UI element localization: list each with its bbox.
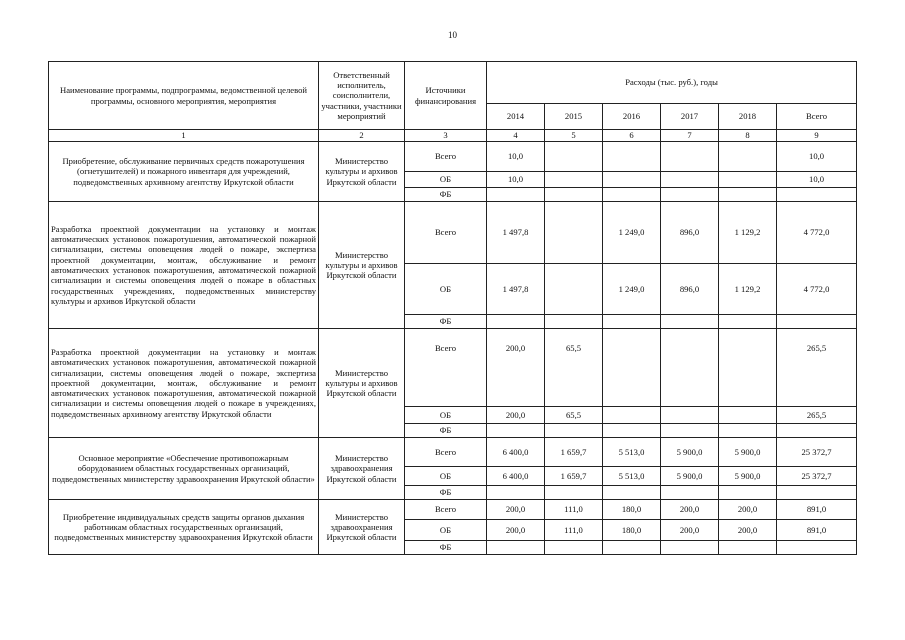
column-number: 8 [719,130,777,142]
value-cell [545,142,603,172]
value-cell [661,329,719,407]
value-cell [487,486,545,500]
value-cell: 1 497,8 [487,264,545,315]
funding-source: ФБ [405,486,487,500]
value-cell: 891,0 [777,500,857,520]
table-row [49,202,857,264]
value-cell: 200,0 [661,520,719,541]
value-cell [719,424,777,438]
header-name: Наименование программы, подпрограммы, ведомственной целевой программы, основного мероприятия, мероприятия [49,62,319,130]
value-cell [719,315,777,329]
value-cell [603,486,661,500]
value-cell [603,424,661,438]
value-cell: 200,0 [487,407,545,424]
value-cell: 265,5 [777,329,857,407]
measure-name: Разработка проектной документации на установку и монтаж автоматических установок пожаротушения, автоматической пожарной сигнализации, системы оповещения людей о пожаре, экспертиза проектной документации, монтаж, обслуживание и ремонт автоматических установок пожаротушения, автоматической пожарной сигнализации и системы оповещения людей о пожаре в учреждениях, подведомственных архивному агентству Иркутской области [49,329,319,438]
value-cell [545,264,603,315]
funding-source: ФБ [405,541,487,555]
value-cell: 10,0 [487,142,545,172]
table-row [49,500,857,520]
value-cell: 25 372,7 [777,467,857,486]
responsible-executor: Министерство культуры и архивов Иркутской области [319,142,405,202]
value-cell: 1 249,0 [603,202,661,264]
value-cell: 180,0 [603,500,661,520]
value-cell [719,407,777,424]
header-sources: Источники финансирования [405,62,487,130]
value-cell [603,142,661,172]
value-cell: 6 400,0 [487,438,545,467]
value-cell: 200,0 [719,500,777,520]
responsible-executor: Министерство культуры и архивов Иркутской области [319,202,405,329]
value-cell: 896,0 [661,202,719,264]
funding-source: Всего [405,202,487,264]
value-cell: 5 900,0 [661,438,719,467]
value-cell: 5 513,0 [603,438,661,467]
value-cell: 5 513,0 [603,467,661,486]
value-cell [545,424,603,438]
value-cell [603,541,661,555]
value-cell [777,541,857,555]
funding-source: ФБ [405,188,487,202]
measure-name: Приобретение индивидуальных средств защиты органов дыхания работникам областных государственных организаций, подведомственных министерству здравоохранения Иркутской области [49,500,319,555]
value-cell [661,188,719,202]
value-cell: 5 900,0 [661,467,719,486]
value-cell [661,486,719,500]
value-cell: 1 129,2 [719,202,777,264]
value-cell: 1 497,8 [487,202,545,264]
value-cell [777,315,857,329]
column-number: 5 [545,130,603,142]
value-cell: 1 129,2 [719,264,777,315]
value-cell [719,329,777,407]
value-cell [545,172,603,188]
value-cell [719,188,777,202]
value-cell [487,188,545,202]
value-cell [777,188,857,202]
value-cell: 25 372,7 [777,438,857,467]
measure-name: Разработка проектной документации на установку и монтаж автоматических установок пожаротушения, автоматической пожарной сигнализации, системы оповещения людей о пожаре, экспертиза проектной документации, монтаж, обслуживание и ремонт автоматических установок пожаротушения, автоматической пожарной сигнализации и системы оповещения людей о пожаре в областных государственных учреждениях, подведомственных министерству культуры и архивов Иркутской области [49,202,319,329]
value-cell [545,315,603,329]
value-cell [603,172,661,188]
funding-source: ОБ [405,407,487,424]
value-cell [777,486,857,500]
value-cell: 6 400,0 [487,467,545,486]
value-cell: 4 772,0 [777,264,857,315]
funding-source: ФБ [405,424,487,438]
funding-source: Всего [405,142,487,172]
value-cell: 10,0 [487,172,545,188]
funding-source: ФБ [405,315,487,329]
value-cell [719,142,777,172]
value-cell: 200,0 [661,500,719,520]
value-cell: 200,0 [719,520,777,541]
funding-source: Всего [405,500,487,520]
funding-source: Всего [405,438,487,467]
measure-name: Приобретение, обслуживание первичных средств пожаротушения (огнетушителей) и пожарного инвентаря для учреждений, подведомственных архивному агентству Иркутской области [49,142,319,202]
value-cell [719,486,777,500]
value-cell [603,188,661,202]
table-row [49,329,857,407]
value-cell: 1 659,7 [545,438,603,467]
page-number: 10 [448,30,457,40]
value-cell [719,172,777,188]
value-cell [545,188,603,202]
value-cell [487,424,545,438]
value-cell [545,202,603,264]
header-year: 2014 [487,104,545,130]
value-cell: 5 900,0 [719,467,777,486]
value-cell [777,424,857,438]
value-cell: 65,5 [545,407,603,424]
value-cell: 10,0 [777,172,857,188]
column-number: 7 [661,130,719,142]
header-year: 2016 [603,104,661,130]
value-cell [661,424,719,438]
value-cell: 4 772,0 [777,202,857,264]
value-cell: 200,0 [487,520,545,541]
value-cell [487,541,545,555]
value-cell: 10,0 [777,142,857,172]
value-cell [661,407,719,424]
value-cell: 265,5 [777,407,857,424]
value-cell [661,541,719,555]
column-number: 9 [777,130,857,142]
column-number: 1 [49,130,319,142]
funding-source: Всего [405,329,487,407]
value-cell: 200,0 [487,500,545,520]
column-number: 2 [319,130,405,142]
responsible-executor: Министерство культуры и архивов Иркутской области [319,329,405,438]
measure-name: Основное мероприятие «Обеспечение противопожарным оборудованием областных государственных организаций, подведомственных министерству здравоохранения Иркутской области» [49,438,319,500]
header-year: 2015 [545,104,603,130]
value-cell [661,142,719,172]
column-number: 3 [405,130,487,142]
value-cell: 5 900,0 [719,438,777,467]
value-cell: 180,0 [603,520,661,541]
funding-source: ОБ [405,467,487,486]
budget-table [48,61,857,555]
value-cell: 896,0 [661,264,719,315]
funding-source: ОБ [405,172,487,188]
column-number: 6 [603,130,661,142]
value-cell: 200,0 [487,329,545,407]
table-row [49,438,857,467]
value-cell [603,315,661,329]
responsible-executor: Министерство здравоохранения Иркутской области [319,438,405,500]
value-cell [545,541,603,555]
value-cell: 1 659,7 [545,467,603,486]
value-cell: 111,0 [545,520,603,541]
value-cell: 65,5 [545,329,603,407]
table-row [49,142,857,172]
value-cell [661,315,719,329]
funding-source: ОБ [405,520,487,541]
value-cell [603,329,661,407]
value-cell: 111,0 [545,500,603,520]
value-cell: 891,0 [777,520,857,541]
value-cell [487,315,545,329]
header-responsible: Ответственный исполнитель, соисполнители, участники, участники мероприятий [319,62,405,130]
column-number: 4 [487,130,545,142]
value-cell [719,541,777,555]
header-expenses: Расходы (тыс. руб.), годы [487,62,857,104]
funding-source: ОБ [405,264,487,315]
value-cell [661,172,719,188]
header-year: 2017 [661,104,719,130]
value-cell [603,407,661,424]
responsible-executor: Министерство здравоохранения Иркутской области [319,500,405,555]
value-cell: 1 249,0 [603,264,661,315]
header-year: 2018 [719,104,777,130]
value-cell [545,486,603,500]
header-year: Всего [777,104,857,130]
